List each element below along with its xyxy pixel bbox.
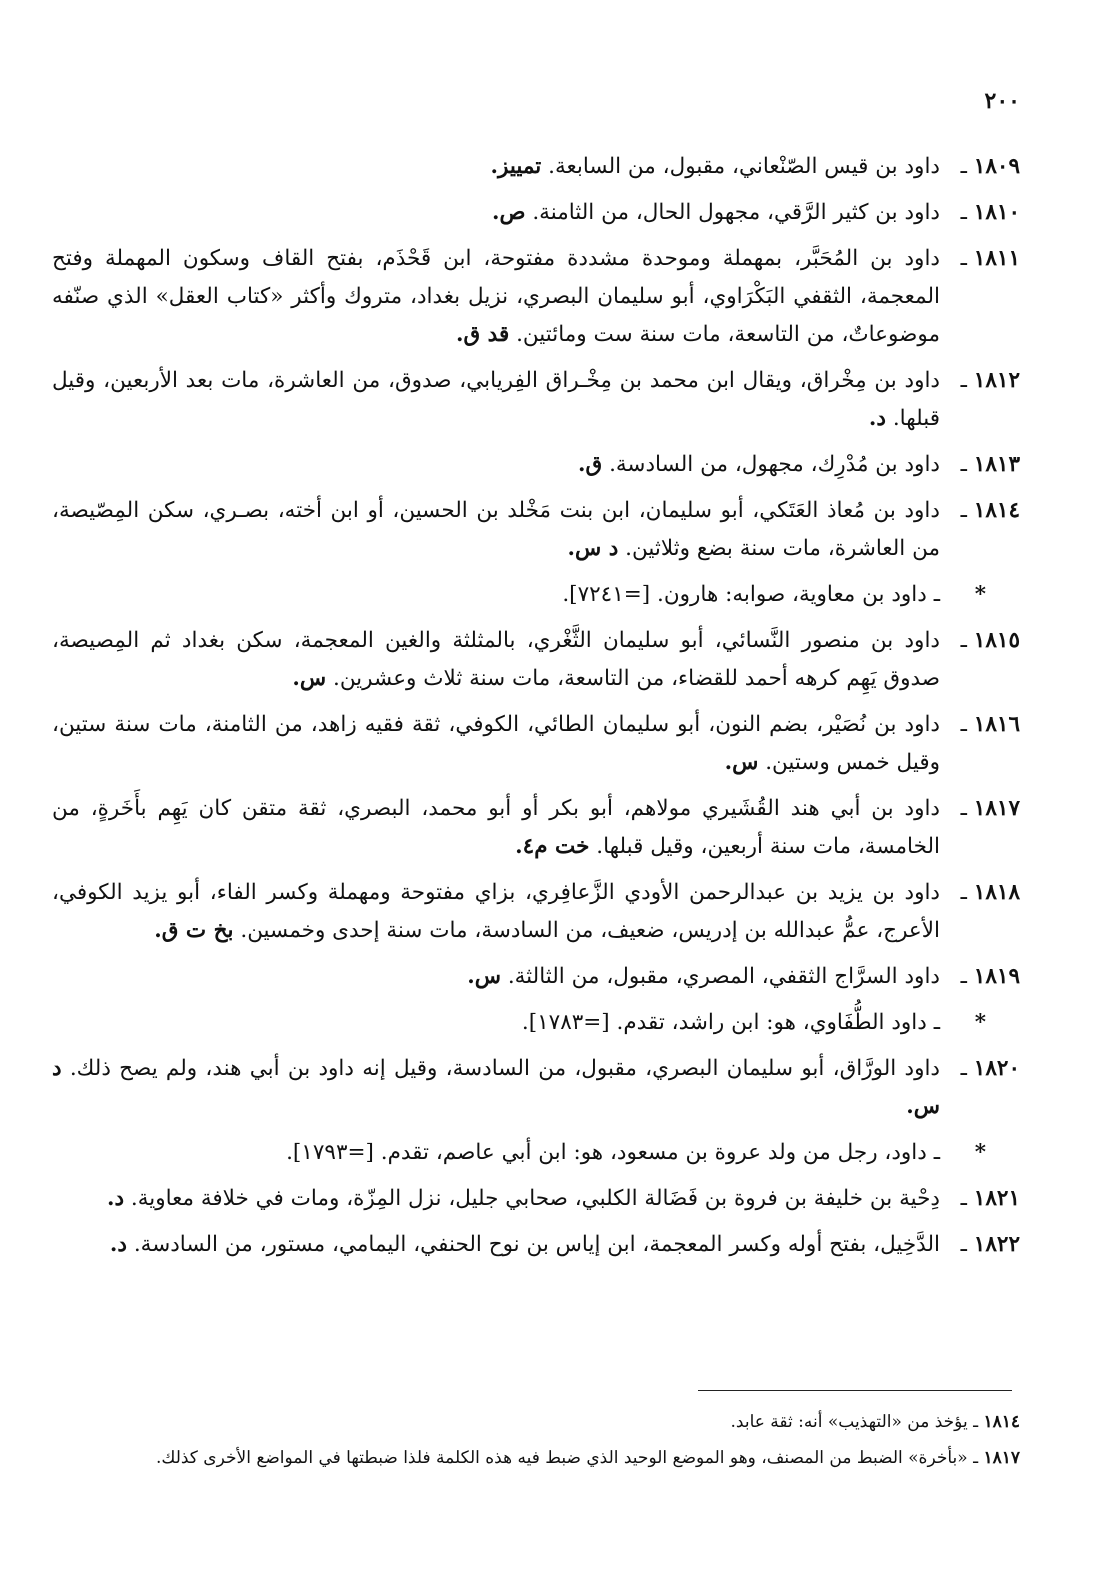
- entry-text: داود بن مِخْراق، ويقال ابن محمد بن مِخْـراق الفِريابي، صدوق، من العاشرة، مات بعد الأربعين، وقيل قبلها.: [52, 368, 940, 431]
- entry-number: ١٨١٣ ـ: [960, 452, 1020, 477]
- entry-text: داود بن قيس الصّنْعاني، مقبول، من السابعة.: [548, 154, 940, 179]
- entry-number-value: ١٨١٠: [973, 200, 1020, 225]
- footnote-divider: [698, 1390, 1012, 1391]
- entry-sigla: بخ ت ق.: [154, 918, 234, 943]
- biography-entry: [52, 790, 1020, 866]
- entry-number: ١٨١٥ ـ: [960, 628, 1020, 653]
- entry-sigla: د س.: [52, 1056, 940, 1119]
- entry-number-value: ١٨١١: [973, 246, 1020, 271]
- entry-number: ١٨١٢ ـ: [960, 368, 1020, 393]
- biography-entry: [52, 1226, 1020, 1264]
- biography-entry: [52, 1180, 1020, 1218]
- entry-text: داود بن نُصَيْر، بضم النون، أبو سليمان الطائي، الكوفي، ثقة فقيه زاهد، من الثامنة، مات سنة ستين، وقيل خمس وستين.: [52, 712, 940, 775]
- entry-number-value: ١٨١٨: [973, 880, 1020, 905]
- footnote-text: «بأخرة» الضبط من المصنف، وهو الموضع الوحيد الذي ضبط فيه هذه الكلمة فلذا ضبطتها في المواضع الأخرى كذلك.: [155, 1448, 968, 1468]
- entry-text: الدَّخِيل، بفتح أوله وكسر المعجمة، ابن إياس بن نوح الحنفي، اليمامي، مستور، من السادسة.: [133, 1232, 940, 1257]
- footnotes-list: [60, 1404, 1020, 1476]
- entry-text: داود السرَّاج الثقفي، المصري، مقبول، من الثالثة.: [507, 964, 940, 989]
- entry-text: داود بن كثير الرَّقي، مجهول الحال، من الثامنة.: [532, 200, 940, 225]
- biography-entry: [52, 148, 1020, 186]
- biography-entry: [52, 240, 1020, 354]
- entry-text: داود بن مُعاذ العَتَكي، أبو سليمان، ابن بنت مَخْلد بن الحسين، أو ابن أخته، بصـري، سكن المِصّيصة، من العاشرة، مات سنة بضع وثلاثين.: [52, 498, 940, 561]
- entry-number: ١٨١٧ ـ: [960, 796, 1020, 821]
- biography-entry: [52, 194, 1020, 232]
- footnote-number: ١٨١٧: [983, 1448, 1020, 1468]
- entry-number: ١٨١٨ ـ: [960, 880, 1020, 905]
- entry-number-value: ١٨١٣: [973, 452, 1020, 477]
- entry-number: ١٨٠٩ ـ: [960, 154, 1020, 179]
- biography-entry: [52, 622, 1020, 698]
- entry-number-value: ١٨١٥: [973, 628, 1020, 653]
- reference-star: *: [974, 1140, 986, 1165]
- biography-entry: [52, 1050, 1020, 1126]
- entry-number-value: ١٨١٧: [973, 796, 1020, 821]
- entry-sigla: تمييز.: [490, 154, 542, 179]
- entry-number-value: ١٨١٢: [973, 368, 1020, 393]
- biography-entry: [52, 362, 1020, 438]
- entry-sigla: قد ق.: [456, 322, 510, 347]
- page-number: ٢٠٠: [984, 88, 1020, 114]
- footnote: ١٨١٤ ـ يؤخذ من «التهذيب» أنه: ثقة عابد.: [730, 1412, 1020, 1432]
- biography-entry: [52, 492, 1020, 568]
- entry-number: ١٨١٩ ـ: [960, 964, 1020, 989]
- reference-star: *: [974, 1010, 986, 1035]
- footnote: ١٨١٧ ـ «بأخرة» الضبط من المصنف، وهو الموضع الوحيد الذي ضبط فيه هذه الكلمة فلذا ضبطتها في المواضع الأخرى كذلك.: [155, 1448, 1020, 1468]
- entry-number: ١٨١٤ ـ: [960, 498, 1020, 523]
- entry-number-value: ١٨١٦: [973, 712, 1020, 737]
- entry-number: ١٨١٠ ـ: [960, 200, 1020, 225]
- entry-sigla: خت م٤.: [515, 834, 590, 859]
- entry-number: ١٨٢١ ـ: [960, 1186, 1020, 1211]
- footnote-text: يؤخذ من «التهذيب» أنه: ثقة عابد.: [730, 1412, 968, 1432]
- entry-sigla: ق.: [578, 452, 603, 477]
- cross-reference-entry: * ـ داود الطُّفَاوي، هو: ابن راشد، تقدم. [=١٧٨٣].: [52, 1004, 1020, 1042]
- entry-text: داود الورَّاق، أبو سليمان البصري، مقبول، من السادسة، وقيل إنه داود بن أبي هند، ولم يصح ذلك.: [69, 1056, 941, 1081]
- entry-text: داود الطُّفَاوي، هو: ابن راشد، تقدم. [=١٧٨٣].: [521, 1010, 927, 1035]
- reference-star: *: [974, 582, 986, 607]
- entry-text: داود بن أبي هند القُشَيري مولاهم، أبو بكر أو أبو محمد، البصري، ثقة متقن كان يَهِم بأَخَرةٍ، من الخامسة، مات سنة أربعين، وقيل قبلها.: [52, 796, 940, 859]
- entry-number-value: ١٨٢٠: [973, 1056, 1020, 1081]
- biography-entry: [52, 958, 1020, 996]
- entry-text: داود بن منصور النَّسائي، أبو سليمان الثَّغْري، بالمثلثة والغين المعجمة، سكن بغداد ثم المِصيصة، صدوق يَهِم كرهه أحمد للقضاء، من التاسعة، مات سنة ثلاث وعشرين.: [52, 628, 940, 691]
- entry-sigla: د.: [868, 406, 886, 431]
- entry-number: ١٨٢٢ ـ: [960, 1232, 1020, 1257]
- entry-number: ١٨٢٠ ـ: [960, 1056, 1020, 1081]
- entry-number-value: ١٨٠٩: [973, 154, 1020, 179]
- entry-number-value: ١٨١٤: [973, 498, 1020, 523]
- entry-sigla: س.: [724, 750, 759, 775]
- entry-sigla: د.: [106, 1186, 125, 1211]
- entry-number-value: ١٨٢٢: [973, 1232, 1020, 1257]
- entry-text: داود بن يزيد بن عبدالرحمن الأودي الزَّعافِري، بزاي مفتوحة ومهملة وكسر الفاء، أبو يزيد الكوفي، الأعرج، عمُّ عبدالله بن إدريس، ضعيف، من السادسة، مات سنة إحدى وخمسين.: [52, 880, 940, 943]
- biography-entry: [52, 446, 1020, 484]
- entry-sigla: س.: [467, 964, 501, 989]
- entry-sigla: س.: [292, 666, 327, 691]
- entry-sigla: ص.: [492, 200, 526, 225]
- entry-text: داود بن المُحَبَّر، بمهملة وموحدة مشددة مفتوحة، ابن قَحْذَم، بفتح القاف وسكون المهملة وفتح المعجمة، الثقفي البَكْرَاوي، أبو سليمان البصري، نزيل بغداد، متروك وأكثر «كتاب العقل» الذي صنّفه موضوعاتٌ، من التاسعة، مات سنة ست ومائتين.: [52, 246, 940, 347]
- cross-reference-entry: * ـ داود بن معاوية، صوابه: هارون. [=٧٢٤١].: [52, 576, 1020, 614]
- entry-sigla: د.: [109, 1232, 127, 1257]
- biography-entry: [52, 706, 1020, 782]
- biography-entry: [52, 874, 1020, 950]
- entries-list: [52, 148, 1020, 1272]
- entry-number: ١٨١١ ـ: [960, 246, 1020, 271]
- entry-text: داود بن معاوية، صوابه: هارون. [=٧٢٤١].: [562, 582, 927, 607]
- entry-text: داود، رجل من ولد عروة بن مسعود، هو: ابن أبي عاصم، تقدم. [=١٧٩٣].: [286, 1140, 927, 1165]
- cross-reference-entry: * ـ داود، رجل من ولد عروة بن مسعود، هو: ابن أبي عاصم، تقدم. [=١٧٩٣].: [52, 1134, 1020, 1172]
- entry-text: داود بن مُدْرِك، مجهول، من السادسة.: [609, 452, 940, 477]
- footnote-number: ١٨١٤: [983, 1412, 1020, 1432]
- entry-sigla: د س.: [567, 536, 619, 561]
- entry-number: ١٨١٦ ـ: [960, 712, 1020, 737]
- entry-number-value: ١٨٢١: [973, 1186, 1020, 1211]
- entry-number-value: ١٨١٩: [973, 964, 1020, 989]
- entry-text: دِحْية بن خليفة بن فروة بن فَضَالة الكلبي، صحابي جليل، نزل المِزّة، ومات في خلافة معاوية.: [130, 1186, 940, 1211]
